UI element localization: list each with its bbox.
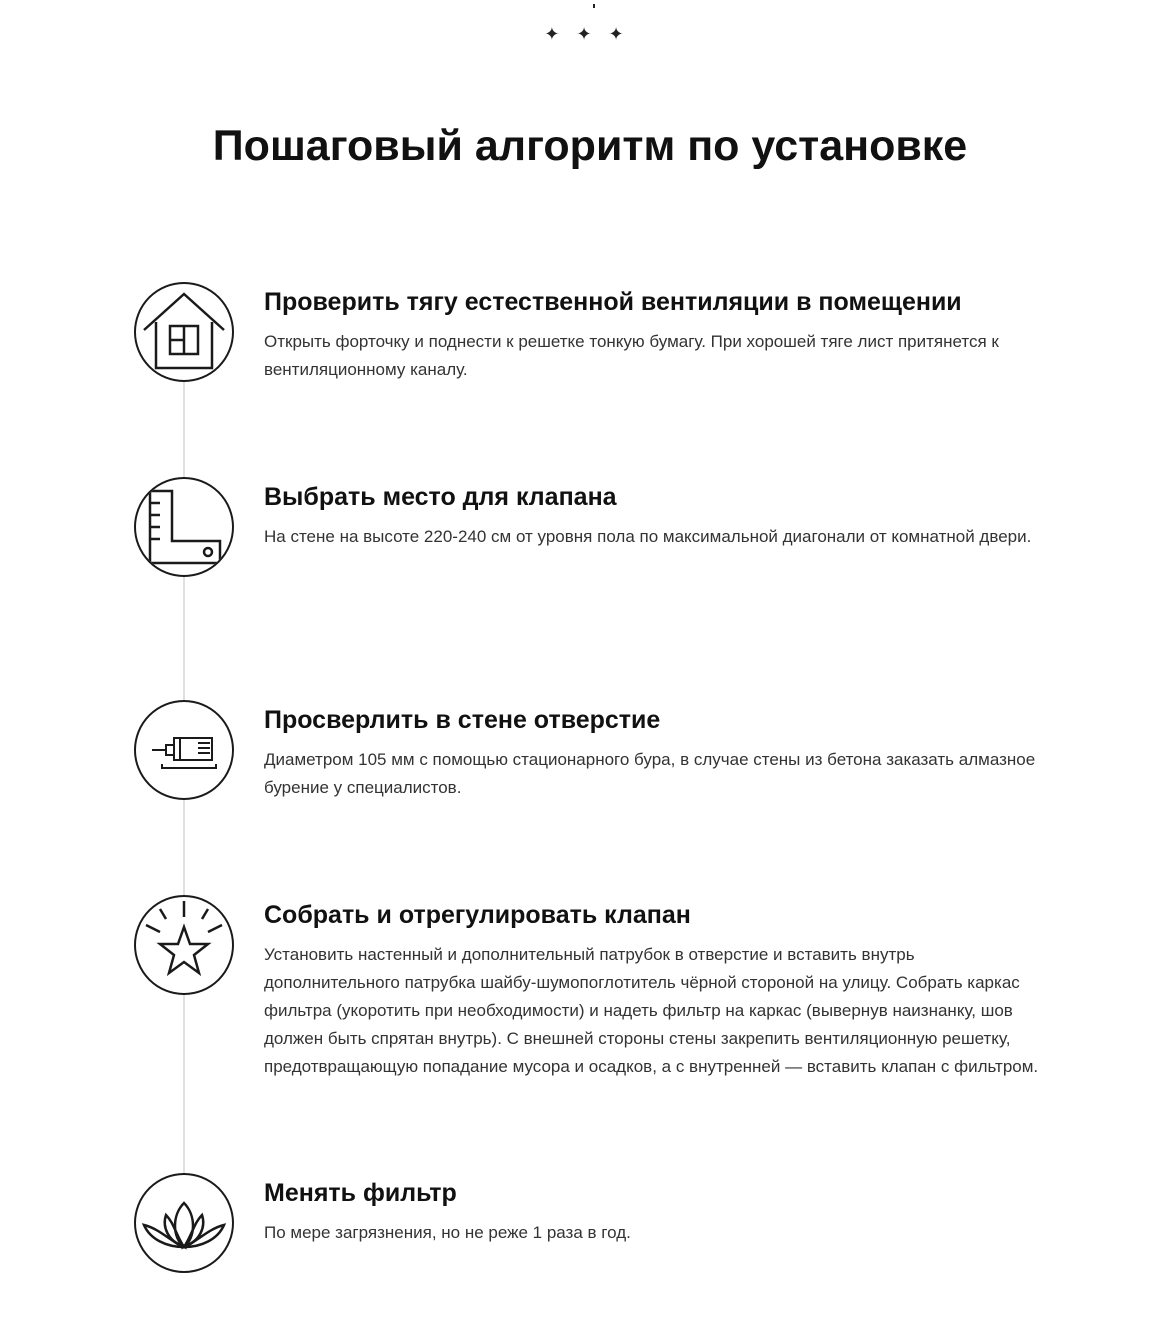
decorative-stars: ✦ ✦ ✦	[544, 24, 630, 44]
house-icon	[134, 282, 234, 382]
step-description: Установить настенный и дополнительный патрубок в отверстие и вставить внутрь дополнительного патрубка шайбу-шумопоглотитель чёрной стороной на улицу. Собрать каркас фильтра (укоротить при необходимости) и надеть фильтр на каркас (вывернув наизнанку, шов должен быть спрятан внутрь). С внешней стороны стены закрепить вентиляционную решетку, предотвращающую попадание мусора и осадков, а с внутренней — вставить клапан с фильтром.	[264, 945, 1039, 1076]
measuring-square-icon	[134, 477, 234, 577]
step-title: Выбрать место для клапана	[264, 483, 617, 511]
step-description: Открыть форточку и поднести к решетке тонкую бумагу. При хорошей тяге лист притянется к вентиляционному каналу.	[264, 332, 999, 379]
step-title: Просверлить в стене отверстие	[264, 706, 661, 734]
star-icon	[134, 895, 234, 995]
drill-icon	[134, 700, 234, 800]
decorative-tick	[593, 4, 595, 8]
step-description: Диаметром 105 мм с помощью стационарного бура, в случае стены из бетона заказать алмазное бурение у специалистов.	[264, 750, 1036, 797]
step-title: Проверить тягу естественной вентиляции в помещении	[264, 288, 962, 316]
step-title: Собрать и отрегулировать клапан	[264, 901, 691, 929]
page-title: Пошаговый алгоритм по установке	[212, 122, 968, 170]
lotus-icon	[134, 1173, 234, 1273]
step-description: На стене на высоте 220-240 см от уровня пола по максимальной диагонали от комнатной двери.	[264, 527, 1032, 546]
step-description: По мере загрязнения, но не реже 1 раза в год.	[264, 1223, 631, 1242]
step-title: Менять фильтр	[264, 1179, 457, 1207]
